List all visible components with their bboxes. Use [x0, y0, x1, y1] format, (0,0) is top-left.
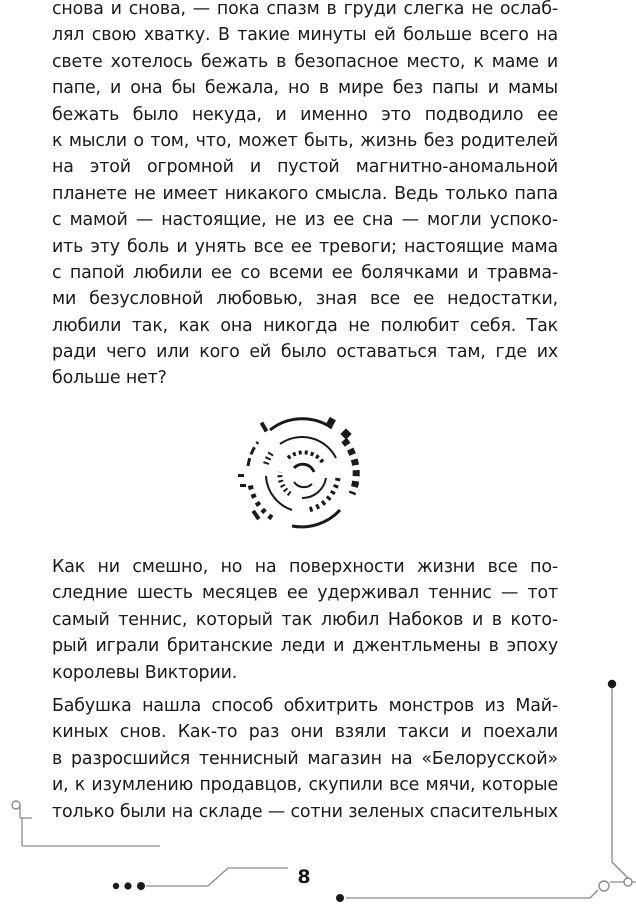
text-line: следние шесть месяцев ее удерживал теннис — тот: [52, 583, 558, 604]
text-line: Бабушка нашла способ обхитрить монстров из Май-: [52, 696, 558, 716]
circular-tech-ornament-icon: [232, 414, 372, 534]
text-line: планете не имеет никакого смысла. Ведь только папа: [52, 183, 558, 204]
text-line: рый играли британские леди и джентльмены в эпоху: [52, 636, 558, 657]
text-line: папе, и она бы бежала, но в мире без папы и мамы: [52, 78, 558, 99]
text-line: с папой любили ее со всеми ее болячками и травма-: [52, 262, 558, 283]
text-line: киных снов. Как-то раз они взяли такси и поехали: [52, 722, 558, 743]
text-line: лял свою хватку. В такие минуты ей больше всего на: [52, 25, 558, 46]
text-line: больше нет?: [52, 368, 167, 389]
text-line: ить эту боль и унять все ее тревоги; настоящие мама: [52, 236, 558, 257]
text-line: Как ни смешно, но на поверхности жизни все по-: [52, 557, 558, 577]
text-line: любили так, как она никогда не полюбит себя. Так: [52, 315, 558, 336]
text-line: ради чего или кого ей было оставаться там, где их: [52, 342, 558, 363]
text-line: снова и снова, — пока спазм в груди слегка не ослаб-: [52, 0, 558, 19]
page-number: 8: [297, 866, 311, 888]
text-line: королевы Виктории.: [52, 662, 238, 683]
paragraph-3: [52, 693, 558, 825]
text-line: самый теннис, который так любил Набоков и в кото-: [52, 609, 558, 630]
text-line: ми безусловной любовью, зная все ее недостатки,: [52, 289, 558, 310]
text-line: на этой огромной и пустой магнитно-аномальной: [52, 157, 558, 178]
text-line: с мамой — настоящие, не из ее сна — могли успоко-: [52, 210, 558, 231]
paragraph-2: [52, 554, 558, 686]
text-line: бежать было некуда, и именно это подводило ее: [52, 104, 558, 125]
text-line: в разросшийся теннисный магазин на «Белорусской»: [52, 748, 558, 769]
text-line: свете хотелось бежать в безопасное место, к маме и: [52, 51, 558, 72]
text-line: и, к изумлению продавцов, скупили все мячи, которые: [52, 775, 558, 796]
text-line: только были на складе — сотни зеленых спасительных: [52, 801, 558, 822]
paragraph-1: [52, 0, 558, 392]
text-line: к мысли о том, что, может быть, жизнь без родителей: [52, 130, 558, 151]
